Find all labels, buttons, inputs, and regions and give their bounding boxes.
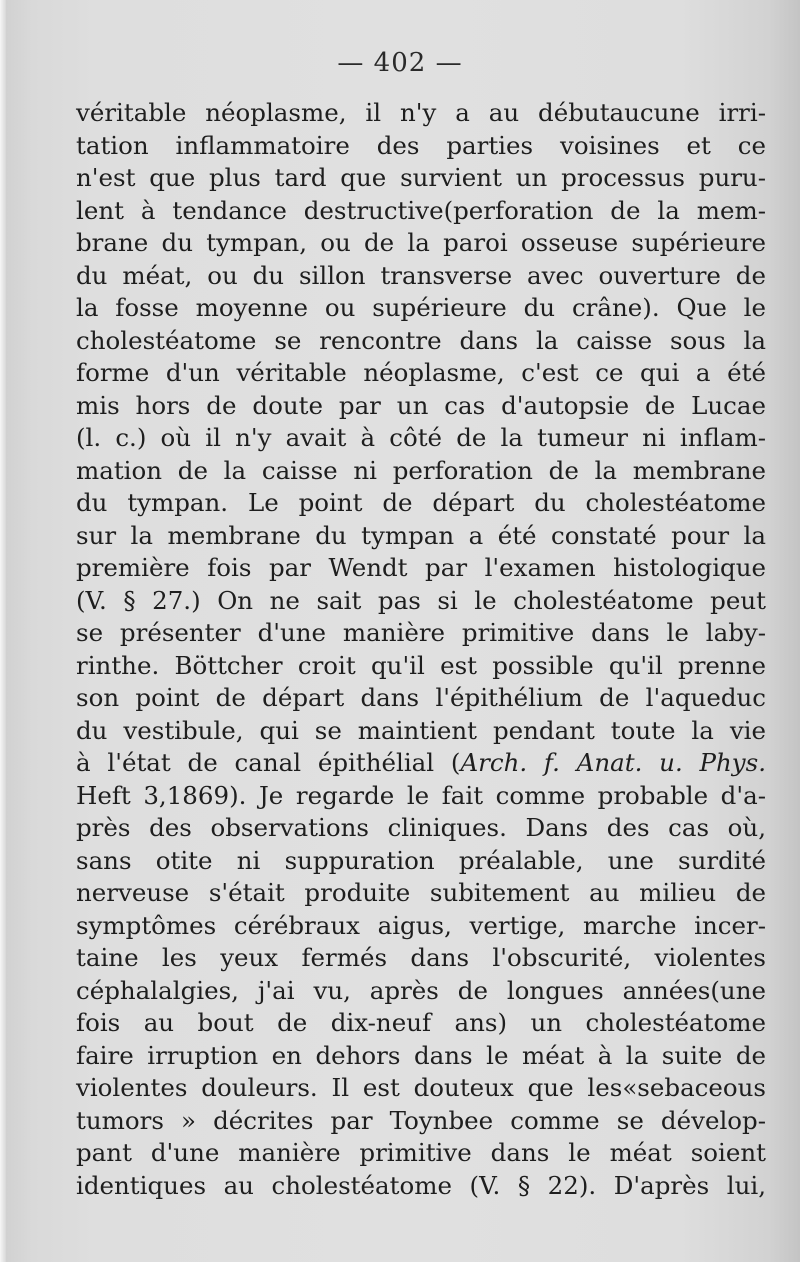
text-line: (V. § 27.) On ne sait pas si le cholestéatome peut [76,585,766,615]
text-line: fois au bout de dix-neuf ans) un cholestéatome [76,1008,766,1037]
text-line: Heft 3,1869). Je regarde le fait comme probable d'a- [76,780,766,810]
text-line: tumors » décrites par Toynbee comme se dévelop- [76,1105,766,1135]
journal-citation: Arch. f. Anat. u. Phys. [460,748,766,777]
text-line: sans otite ni suppuration préalable, une surdité [76,845,766,875]
text-line: la fosse moyenne ou supérieure du crâne). Que le [76,293,766,322]
text-line: cholestéatome se rencontre dans la caisse sous la [76,325,766,355]
text-line: mation de la caisse ni perforation de la membrane [76,455,766,485]
text-line: pant d'une manière primitive dans le méat soient [76,1138,766,1167]
text-line: céphalalgies, j'ai vu, après de longues années(une [76,975,766,1005]
text-segment: à l'état de canal épithélial ( [76,748,461,777]
text-line: forme d'un véritable néoplasme, c'est ce qui a été [76,358,766,387]
text-line: du tympan. Le point de départ du cholestéatome [76,488,766,517]
text-line: véritable néoplasme, il n'y a au débutaucune irri- [76,98,766,127]
text-line: faire irruption en dehors dans le méat à la suite de [76,1040,766,1070]
text-line: rinthe. Böttcher croit qu'il est possible qu'il prenne [76,650,766,680]
text-line: sur la membrane du tympan a été constaté pour la [76,520,766,550]
text-line: (l. c.) où il n'y avait à côté de la tumeur ni inflam- [76,423,766,452]
text-line: tation inflammatoire des parties voisines et ce [76,130,766,160]
body-text [76,97,766,1202]
text-line: mis hors de doute par un cas d'autopsie de Lucae [76,390,766,420]
text-line: violentes douleurs. Il est douteux que les«sebaceous [76,1073,766,1102]
text-line: première fois par Wendt par l'examen histologique [76,553,766,582]
text-line: symptômes cérébraux aigus, vertige, marche incer- [76,910,766,940]
text-line: taine les yeux fermés dans l'obscurité, violentes [76,943,766,972]
text-line: n'est que plus tard que survient un processus puru- [76,163,766,192]
text-line: du vestibule, qui se maintient pendant toute la vie [76,715,766,745]
page-edge [0,0,6,1262]
text-line: son point de départ dans l'épithélium de l'aqueduc [76,683,766,712]
text-line: se présenter d'une manière primitive dans le laby- [76,618,766,647]
text-line: près des observations cliniques. Dans des cas où, [76,813,766,842]
text-line: brane du tympan, ou de la paroi osseuse supérieure [76,228,766,257]
text-line: lent à tendance destructive(perforation de la mem- [76,195,766,225]
text-line-with-citation [76,747,766,780]
text-line: du méat, ou du sillon transverse avec ouverture de [76,260,766,290]
text-line: nerveuse s'était produite subitement au milieu de [76,878,766,907]
page-number: — 402 — [337,48,463,78]
text-line: identiques au cholestéatome (V. § 22). D'après lui, [76,1170,766,1200]
